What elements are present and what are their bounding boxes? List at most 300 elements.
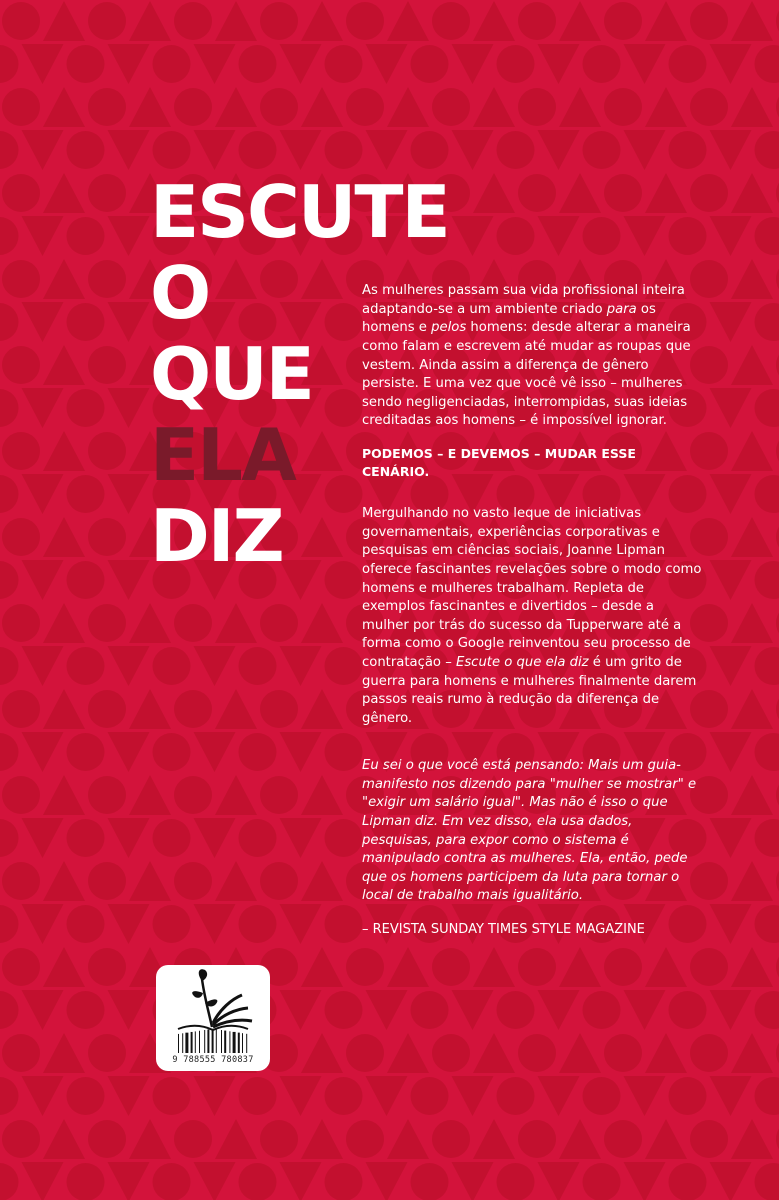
pattern-shape <box>518 174 556 212</box>
pattern-shape <box>174 862 212 900</box>
pattern-shape <box>88 88 126 126</box>
pattern-shape <box>215 861 257 901</box>
pattern-shape <box>22 732 64 772</box>
title-line-que: QUE <box>150 332 313 416</box>
p2-text-2: é um grito de guerra para homens e mulheres finalmente darem passos reais rumo à redução da diferença de gênero. <box>362 654 697 726</box>
pattern-shape <box>88 604 126 642</box>
pattern-shape <box>129 1 171 41</box>
pattern-shape <box>239 45 277 83</box>
pattern-shape <box>67 131 105 169</box>
pattern-shape <box>2 2 40 40</box>
pattern-shape <box>0 45 19 83</box>
barcode-bar <box>246 1034 247 1053</box>
pattern-shape <box>690 88 728 126</box>
pattern-shape <box>710 732 752 772</box>
pattern-shape <box>0 561 19 599</box>
pattern-shape <box>215 775 257 815</box>
p2-text-1: Mergulhando no vasto leque de iniciativas governamentais, experiências corporativas e pesquisas em ciências sociais, Joanne Lipman oferece fascinantes revelações sobre o modo como homens e mulheres trabalham. Repleta de exemplos fascinantes e divertidos – desde a mulher por trás do sucesso da Tupperware até a forma como o Google reinventou seu processo de contratação – <box>362 506 702 670</box>
pattern-shape <box>239 905 277 943</box>
pattern-shape <box>710 302 752 342</box>
pattern-shape <box>755 991 779 1029</box>
pattern-shape <box>325 905 363 943</box>
pattern-shape <box>583 1163 621 1200</box>
pattern-shape <box>43 173 85 213</box>
review-quote: Eu sei o que você está pensando: Mais um guia-manifesto nos dizendo para "mulher se mostrar" e "exigir um salário igual". Mas não é isso o que Lipman diz. Em vez disso, ela usa dados, pesquisas, para expor como o sistema é manipulado contra as mulheres. Ela, então, pede que os homens participem da luta para tornar o local de trabalho mais igualitário. <box>362 758 697 904</box>
pattern-shape <box>731 775 773 815</box>
pattern-shape <box>731 259 773 299</box>
pattern-shape <box>325 647 363 685</box>
pattern-shape <box>43 517 85 557</box>
pattern-shape <box>174 604 212 642</box>
barcode-bar <box>229 1031 230 1053</box>
pattern-shape <box>731 517 773 557</box>
p1-text-2: os homens e <box>362 301 656 336</box>
pattern-shape <box>604 1034 642 1072</box>
pattern-shape <box>710 1162 752 1200</box>
pattern-shape <box>43 603 85 643</box>
pattern-shape <box>2 346 40 384</box>
pattern-shape <box>129 861 171 901</box>
pattern-shape <box>108 388 150 428</box>
pattern-shape <box>755 1163 779 1200</box>
pattern-shape <box>43 861 85 901</box>
pattern-shape <box>43 775 85 815</box>
pattern-shape <box>710 1076 752 1116</box>
pattern-shape <box>411 45 449 83</box>
pattern-shape <box>108 646 150 686</box>
pattern-shape <box>731 603 773 643</box>
pattern-shape <box>583 131 621 169</box>
pattern-shape <box>194 44 236 84</box>
pattern-shape <box>755 389 779 427</box>
pattern-shape <box>153 733 191 771</box>
pattern-shape <box>497 131 535 169</box>
pattern-shape <box>538 216 580 256</box>
pattern-shape <box>473 1033 515 1073</box>
pattern-shape <box>583 217 621 255</box>
pattern-shape <box>43 259 85 299</box>
pattern-shape <box>67 389 105 427</box>
pattern-shape <box>473 1119 515 1159</box>
pattern-shape <box>174 1120 212 1158</box>
pattern-shape <box>624 1162 666 1200</box>
pattern-shape <box>0 905 19 943</box>
pattern-shape <box>2 260 40 298</box>
pattern-shape <box>669 991 707 1029</box>
pattern-shape <box>280 1162 322 1200</box>
book-plant-logo-icon <box>156 965 270 1057</box>
pattern-shape <box>538 130 580 170</box>
pattern-shape <box>710 990 752 1030</box>
pattern-shape <box>22 388 64 428</box>
pattern-shape <box>0 733 19 771</box>
barcode-bar <box>178 1034 179 1053</box>
pattern-shape <box>645 1 687 41</box>
pattern-shape <box>731 431 773 471</box>
pattern-shape <box>0 217 19 255</box>
pattern-shape <box>0 389 19 427</box>
pattern-shape <box>645 87 687 127</box>
pattern-shape <box>2 1120 40 1158</box>
pattern-shape <box>88 346 126 384</box>
pattern-shape <box>0 475 19 513</box>
pattern-shape <box>432 1034 470 1072</box>
pattern-shape <box>43 431 85 471</box>
pattern-shape <box>0 1163 19 1200</box>
pattern-shape <box>260 2 298 40</box>
pattern-shape <box>473 1 515 41</box>
pattern-shape <box>301 947 343 987</box>
barcode-bar <box>224 1031 226 1053</box>
pattern-shape <box>731 689 773 729</box>
pattern-shape <box>669 45 707 83</box>
pattern-shape <box>108 1076 150 1116</box>
pattern-shape <box>325 1077 363 1115</box>
pattern-shape <box>624 216 666 256</box>
pattern-shape <box>604 948 642 986</box>
barcode-bar <box>207 1029 209 1053</box>
pattern-shape <box>452 1162 494 1200</box>
pattern-shape <box>194 732 236 772</box>
pattern-shape <box>67 561 105 599</box>
pattern-shape <box>710 130 752 170</box>
title-line-diz: DIZ <box>150 494 283 578</box>
pattern-shape <box>108 732 150 772</box>
pattern-shape <box>301 87 343 127</box>
pattern-shape <box>497 991 535 1029</box>
isbn-number: 9 788555 780837 <box>172 1055 254 1065</box>
p1-text-3: homens: desde alterar a maneira como falam e escrevem até mudar as roupas que vestem. Ainda assim a diferença de gênero persiste. E uma vez que você vê isso – mulheres sendo negligenciadas, interrompidas, suas ideias creditadas aos homens – é impossível ignorar. <box>362 320 691 429</box>
synopsis-paragraph-1 <box>362 282 704 431</box>
pattern-shape <box>538 990 580 1030</box>
pattern-shape <box>215 603 257 643</box>
pattern-shape <box>755 647 779 685</box>
barcode-bar <box>199 1031 200 1053</box>
pattern-shape <box>473 87 515 127</box>
pattern-shape <box>755 217 779 255</box>
pattern-shape <box>2 862 40 900</box>
pattern-shape <box>731 87 773 127</box>
p2-emphasis-title: Escute o que ela diz <box>455 654 589 670</box>
pattern-shape <box>731 1119 773 1159</box>
pattern-shape <box>645 1119 687 1159</box>
pattern-shape <box>559 947 601 987</box>
pattern-shape <box>559 1119 601 1159</box>
pattern-shape <box>325 1163 363 1200</box>
pattern-shape <box>710 44 752 84</box>
pattern-shape <box>387 1 429 41</box>
pattern-shape <box>325 991 363 1029</box>
pattern-shape <box>22 44 64 84</box>
pattern-shape <box>260 604 298 642</box>
title-line-ela: ELA <box>150 413 295 497</box>
pattern-shape <box>583 991 621 1029</box>
pattern-shape <box>108 44 150 84</box>
barcode-bar <box>221 1030 222 1053</box>
barcode-bar <box>191 1032 193 1053</box>
pattern-shape <box>194 1076 236 1116</box>
pattern-shape <box>669 1163 707 1200</box>
pattern-shape <box>387 1033 429 1073</box>
pattern-shape <box>325 733 363 771</box>
pattern-shape <box>215 87 257 127</box>
pattern-shape <box>301 1 343 41</box>
pattern-shape <box>559 1033 601 1073</box>
pattern-shape <box>153 1077 191 1115</box>
pattern-shape <box>174 2 212 40</box>
pattern-shape <box>239 647 277 685</box>
pattern-shape <box>88 260 126 298</box>
pattern-shape <box>43 1119 85 1159</box>
pattern-shape <box>260 776 298 814</box>
pattern-shape <box>731 173 773 213</box>
pattern-shape <box>194 904 236 944</box>
pattern-shape <box>43 689 85 729</box>
pattern-shape <box>731 1033 773 1073</box>
p1-emphasis-para: para <box>606 301 637 317</box>
pattern-shape <box>432 948 470 986</box>
pattern-shape <box>22 646 64 686</box>
pattern-shape <box>43 1 85 41</box>
pattern-shape <box>22 474 64 514</box>
pattern-shape <box>538 44 580 84</box>
pattern-shape <box>2 776 40 814</box>
pattern-shape <box>731 861 773 901</box>
pattern-shape <box>366 130 408 170</box>
pattern-shape <box>280 646 322 686</box>
pattern-shape <box>2 604 40 642</box>
pattern-shape <box>710 216 752 256</box>
pattern-shape <box>67 303 105 341</box>
pattern-shape <box>731 947 773 987</box>
pattern-shape <box>452 44 494 84</box>
pattern-shape <box>0 1077 19 1115</box>
pattern-shape <box>108 560 150 600</box>
pattern-shape <box>559 87 601 127</box>
pattern-shape <box>2 518 40 556</box>
pattern-shape <box>301 603 343 643</box>
pattern-shape <box>755 905 779 943</box>
pattern-shape <box>0 131 19 169</box>
pattern-shape <box>497 45 535 83</box>
pattern-shape <box>67 647 105 685</box>
pattern-shape <box>88 1034 126 1072</box>
pattern-shape <box>497 217 535 255</box>
pattern-shape <box>22 990 64 1030</box>
pattern-shape <box>710 646 752 686</box>
pattern-shape <box>153 647 191 685</box>
pattern-shape <box>108 130 150 170</box>
pattern-shape <box>387 1119 429 1159</box>
barcode-bar <box>216 1029 217 1053</box>
pattern-shape <box>67 217 105 255</box>
pattern-shape <box>153 131 191 169</box>
pattern-shape <box>2 174 40 212</box>
pattern-shape <box>280 990 322 1030</box>
review-source: – REVISTA SUNDAY TIMES STYLE MAGAZINE <box>362 922 645 937</box>
pattern-shape <box>518 948 556 986</box>
p1-text-1: As mulheres passam sua vida profissional inteira adaptando-se a um ambiente criado <box>362 283 685 317</box>
pattern-shape <box>22 904 64 944</box>
pattern-shape <box>2 88 40 126</box>
pattern-shape <box>280 904 322 944</box>
barcode-bar <box>185 1033 188 1053</box>
pattern-shape <box>583 45 621 83</box>
pattern-shape <box>538 1076 580 1116</box>
p1-emphasis-pelos: pelos <box>431 320 467 336</box>
pattern-shape <box>194 130 236 170</box>
pattern-shape <box>301 1119 343 1159</box>
pattern-shape <box>260 88 298 126</box>
pattern-shape <box>194 1162 236 1200</box>
pattern-shape <box>346 1120 384 1158</box>
pattern-shape <box>346 1034 384 1072</box>
pattern-shape <box>387 947 429 987</box>
pattern-shape <box>690 174 728 212</box>
pattern-shape <box>88 518 126 556</box>
pattern-shape <box>239 131 277 169</box>
pattern-shape <box>325 45 363 83</box>
pattern-shape <box>731 345 773 385</box>
pattern-shape <box>497 1077 535 1115</box>
pattern-shape <box>710 474 752 514</box>
pattern-shape <box>260 1120 298 1158</box>
pattern-shape <box>604 2 642 40</box>
pattern-shape <box>690 1120 728 1158</box>
pattern-shape <box>67 1077 105 1115</box>
pattern-shape <box>260 690 298 728</box>
pattern-shape <box>518 1120 556 1158</box>
pattern-shape <box>301 861 343 901</box>
pattern-shape <box>583 1077 621 1115</box>
pattern-shape <box>215 1119 257 1159</box>
pattern-shape <box>731 1 773 41</box>
pattern-shape <box>174 776 212 814</box>
pattern-shape <box>22 130 64 170</box>
pattern-shape <box>67 475 105 513</box>
pattern-shape <box>280 44 322 84</box>
pattern-shape <box>174 88 212 126</box>
pattern-shape <box>108 904 150 944</box>
pattern-shape <box>280 818 322 858</box>
pattern-shape <box>88 2 126 40</box>
pattern-shape <box>280 1076 322 1116</box>
pattern-shape <box>153 905 191 943</box>
pattern-shape <box>2 690 40 728</box>
pattern-shape <box>194 818 236 858</box>
pattern-shape <box>108 1162 150 1200</box>
pattern-shape <box>755 131 779 169</box>
pattern-shape <box>129 689 171 729</box>
pattern-shape <box>88 174 126 212</box>
pattern-shape <box>411 991 449 1029</box>
pattern-shape <box>129 87 171 127</box>
pattern-shape <box>129 603 171 643</box>
pattern-shape <box>366 990 408 1030</box>
pattern-shape <box>153 819 191 857</box>
pattern-shape <box>22 818 64 858</box>
pattern-shape <box>2 1034 40 1072</box>
pattern-shape <box>366 1162 408 1200</box>
pattern-shape <box>22 1076 64 1116</box>
pattern-shape <box>690 1034 728 1072</box>
barcode-bar <box>242 1033 243 1053</box>
pattern-shape <box>43 947 85 987</box>
pattern-shape <box>710 818 752 858</box>
pattern-shape <box>239 1163 277 1200</box>
pattern-shape <box>239 819 277 857</box>
title-line-escute: ESCUTE <box>150 170 449 254</box>
pattern-shape <box>67 819 105 857</box>
pattern-shape <box>301 689 343 729</box>
pattern-shape <box>755 45 779 83</box>
pattern-shape <box>43 345 85 385</box>
pattern-shape <box>452 1076 494 1116</box>
pattern-shape <box>452 216 494 256</box>
barcode-bar <box>204 1030 205 1053</box>
pattern-shape <box>325 819 363 857</box>
pattern-shape <box>432 1120 470 1158</box>
pattern-shape <box>88 776 126 814</box>
barcode-bar <box>233 1032 236 1053</box>
pattern-shape <box>411 131 449 169</box>
pattern-shape <box>645 947 687 987</box>
pattern-shape <box>346 2 384 40</box>
pattern-shape <box>710 388 752 428</box>
pattern-shape <box>88 690 126 728</box>
pattern-shape <box>497 1163 535 1200</box>
pattern-shape <box>194 646 236 686</box>
barcode-bar <box>212 1029 214 1053</box>
barcode-bar <box>238 1033 240 1053</box>
pattern-shape <box>129 1119 171 1159</box>
pattern-shape <box>88 432 126 470</box>
pattern-shape <box>710 904 752 944</box>
pattern-shape <box>153 45 191 83</box>
barcode-label <box>156 965 270 1071</box>
pattern-shape <box>755 1077 779 1115</box>
pattern-shape <box>88 862 126 900</box>
pattern-shape <box>538 1162 580 1200</box>
pattern-shape <box>432 88 470 126</box>
pattern-shape <box>88 948 126 986</box>
pattern-shape <box>346 948 384 986</box>
pattern-shape <box>604 1120 642 1158</box>
pattern-shape <box>108 302 150 342</box>
pattern-shape <box>67 45 105 83</box>
pattern-shape <box>604 88 642 126</box>
pattern-shape <box>67 1163 105 1200</box>
pattern-shape <box>0 303 19 341</box>
pattern-shape <box>2 432 40 470</box>
pattern-shape <box>0 819 19 857</box>
pattern-shape <box>624 1076 666 1116</box>
pattern-shape <box>0 647 19 685</box>
pattern-shape <box>280 130 322 170</box>
pattern-shape <box>604 174 642 212</box>
pattern-shape <box>624 130 666 170</box>
pattern-shape <box>67 733 105 771</box>
pattern-shape <box>325 131 363 169</box>
pattern-shape <box>239 1077 277 1115</box>
pattern-shape <box>710 560 752 600</box>
pattern-shape <box>518 2 556 40</box>
pattern-shape <box>473 173 515 213</box>
pattern-shape <box>624 44 666 84</box>
pattern-shape <box>239 733 277 771</box>
pattern-shape <box>755 303 779 341</box>
pattern-shape <box>366 1076 408 1116</box>
